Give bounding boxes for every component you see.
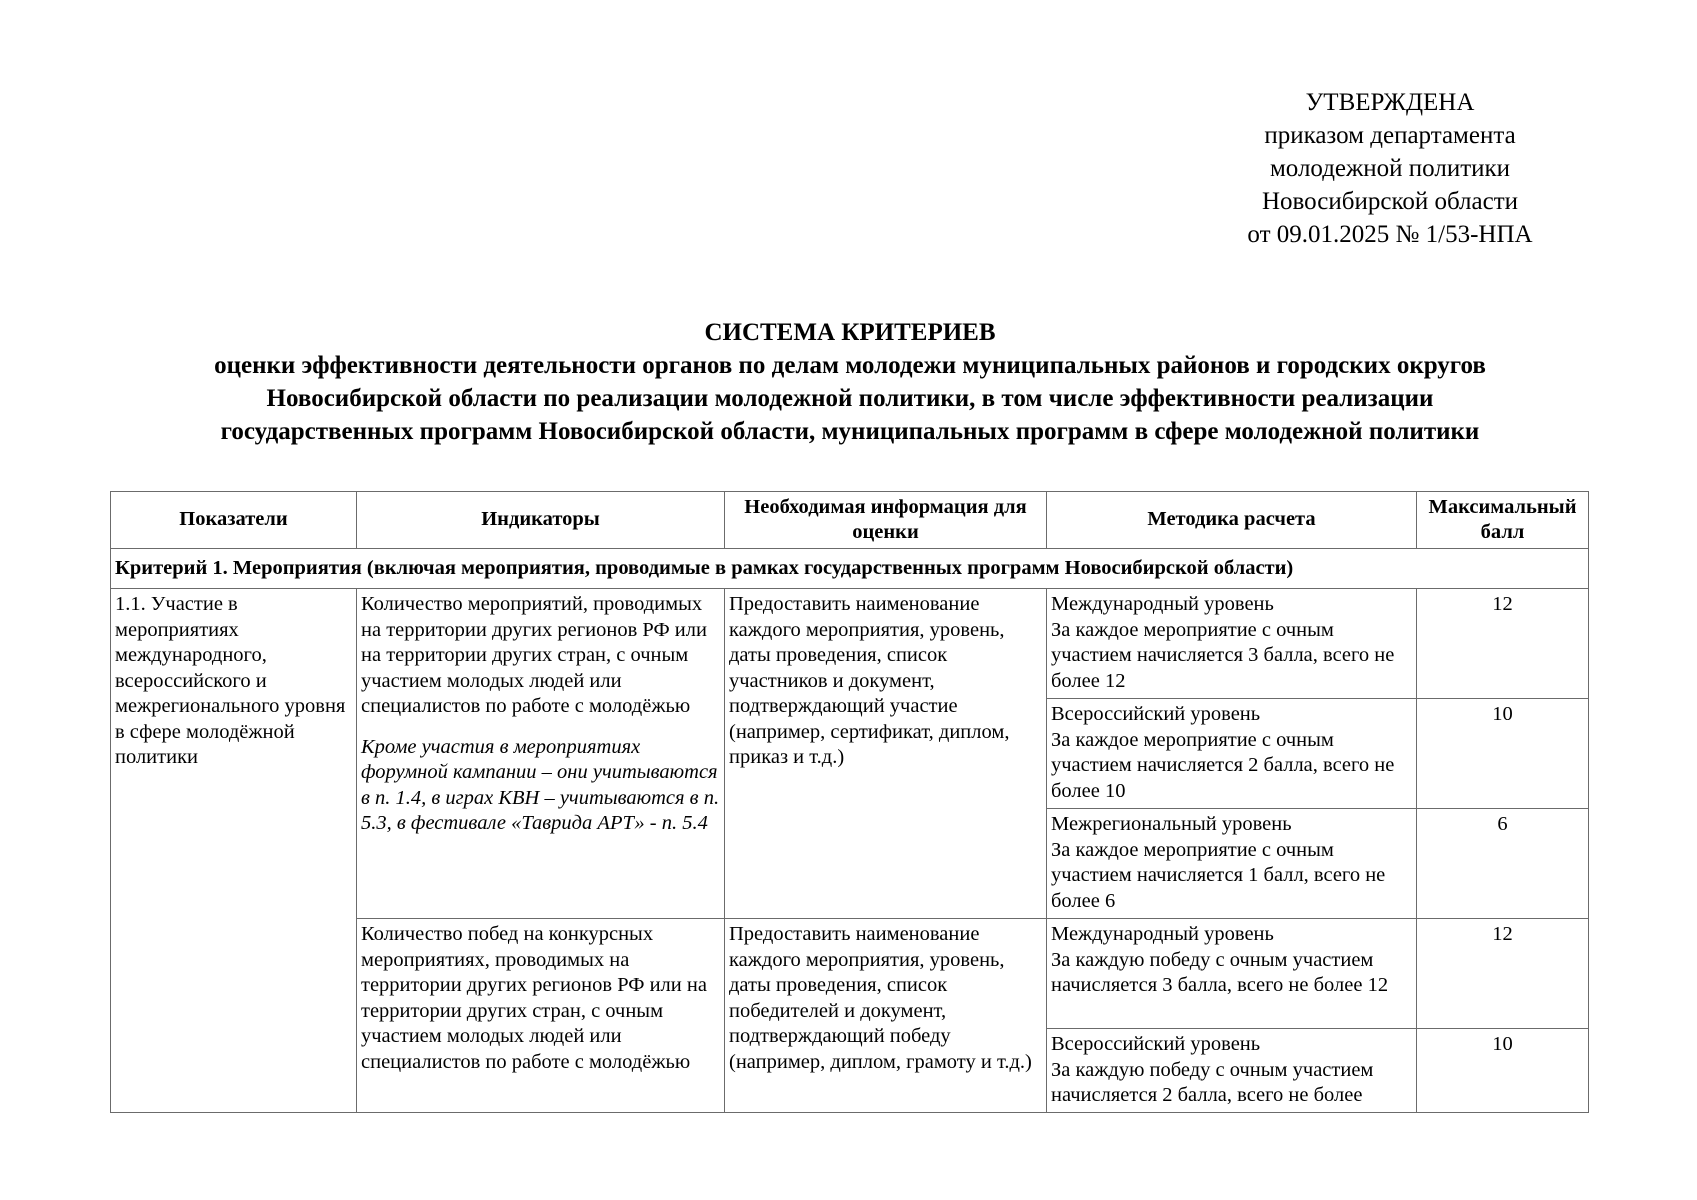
title-subtitle-line-3: государственных программ Новосибирской области, муниципальных программ в сфере молодежной политики (220, 418, 1480, 445)
method-level: Всероссийский уровень (1051, 703, 1261, 725)
document-title (100, 316, 1600, 448)
indicator-events-text: Количество мероприятий, проводимых на территории других регионов РФ или на территории других стран, с очным участием молодых людей или специалистов по работе с молодёжью (361, 593, 707, 717)
header-indicators: Индикаторы (357, 492, 725, 549)
method-level: Всероссийский уровень (1051, 1033, 1261, 1055)
indicator-wins-cell: Количество побед на конкурсных мероприятиях, проводимых на территории других регионов РФ или на территории других стран, с очным участием молодых людей или специалистов по работе с молодёжью (357, 919, 725, 1113)
score-cell: 6 (1417, 809, 1589, 919)
header-required-info: Необходимая информация для оценки (725, 492, 1047, 549)
table-header-row (111, 492, 1589, 549)
header-method: Методика расчета (1047, 492, 1417, 549)
method-rule: За каждое мероприятие с очным участием начисляется 3 балла, всего не более 12 (1051, 618, 1395, 692)
method-cell (1047, 699, 1417, 809)
title-subtitle-line-2: Новосибирской области по реализации молодежной политики, в том числе эффективности реализации (266, 385, 1434, 412)
method-cell-content (1051, 1032, 1412, 1109)
method-level: Международный уровень (1051, 593, 1274, 615)
method-rule: За каждое мероприятие с очным участием начисляется 1 балл, всего не более 6 (1051, 838, 1386, 912)
criterion-row (111, 549, 1589, 589)
info-wins-cell: Предоставить наименование каждого мероприятия, уровень, даты проведения, список победителей и документ, подтверждающий победу (например, диплом, грамоту и т.д.) (725, 919, 1047, 1113)
criteria-table (110, 491, 1589, 1113)
indicator-1-1-cell: 1.1. Участие в мероприятиях международного, всероссийского и межрегионального уровня в сфере молодёжной политики (111, 589, 357, 1113)
indicator-events-cell (357, 589, 725, 919)
approval-line-order: приказом департамента (1264, 122, 1516, 149)
approval-line-date-number: от 09.01.2025 № 1/53-НПА (1247, 221, 1533, 248)
score-cell: 12 (1417, 589, 1589, 699)
approval-stamp (1190, 86, 1590, 251)
indicator-events-note: Кроме участия в мероприятиях форумной кампании – они учитываются в п. 1.4, в играх КВН – учитываются в п. 5.3, в фестивале «Таврида АРТ» - п. 5.4 (361, 735, 720, 834)
table-row (111, 589, 1589, 699)
info-events-cell: Предоставить наименование каждого мероприятия, уровень, даты проведения, список участников и документ, подтверждающий участие (например, сертификат, диплом, приказ и т.д.) (725, 589, 1047, 919)
method-rule: За каждую победу с очным участием начисляется 3 балла, всего не более 12 (1051, 948, 1389, 996)
title-heading: СИСТЕМА КРИТЕРИЕВ (704, 319, 996, 346)
method-cell (1047, 1029, 1417, 1113)
method-cell (1047, 589, 1417, 699)
score-cell: 10 (1417, 699, 1589, 809)
score-cell: 10 (1417, 1029, 1589, 1113)
score-cell: 12 (1417, 919, 1589, 1029)
header-indicators-group: Показатели (111, 492, 357, 549)
method-level: Международный уровень (1051, 923, 1274, 945)
criterion-1-title: Критерий 1. Мероприятия (включая мероприятия, проводимые в рамках государственных программ Новосибирской области) (111, 549, 1589, 589)
method-rule: За каждое мероприятие с очным участием начисляется 2 балла, всего не более 10 (1051, 728, 1395, 802)
method-level: Межрегиональный уровень (1051, 813, 1292, 835)
approval-line-department: молодежной политики (1269, 155, 1511, 182)
title-subtitle-line-1: оценки эффективности деятельности органов по делам молодежи муниципальных районов и городских округов (214, 352, 1486, 379)
approval-heading: УТВЕРЖДЕНА (1305, 89, 1475, 116)
header-max-score: Максимальный балл (1417, 492, 1589, 549)
approval-line-region: Новосибирской области (1261, 188, 1519, 215)
method-cell (1047, 809, 1417, 919)
method-cell (1047, 919, 1417, 1029)
method-rule: За каждую победу с очным участием начисляется 2 балла, всего не более (1051, 1058, 1374, 1106)
